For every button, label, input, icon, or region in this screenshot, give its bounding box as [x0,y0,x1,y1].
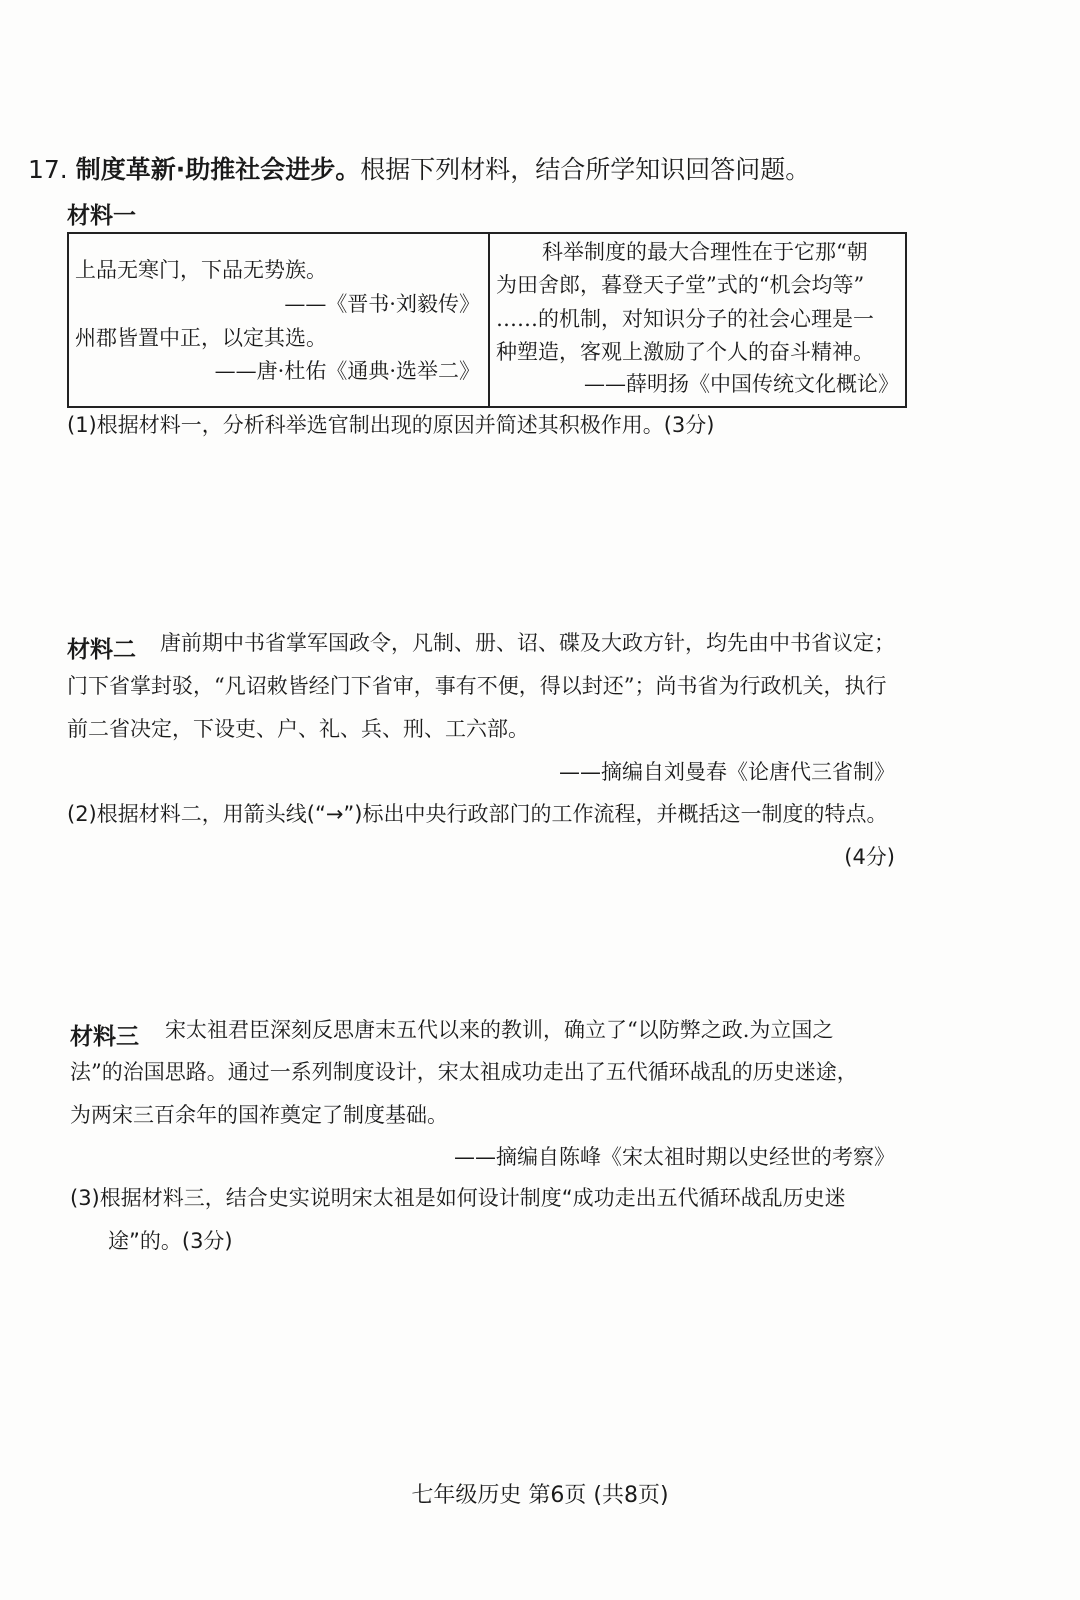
sub-question-2-score: (4分) [844,845,895,869]
sub-question-3-cont: 途”的。(3分) [108,1229,233,1253]
page-footer: 七年级历史 第6页 (共8页) [411,1483,669,1508]
material1-left-line: 上品无寒门，下品无势族。 [75,258,327,282]
material2-source: ——摘编自刘曼春《论唐代三省制》 [559,760,895,784]
question-instruction: 根据下列材料，结合所学知识回答问题。 [360,155,811,184]
material3-line: 法”的治国思路。通过一系列制度设计，宋太祖成功走出了五代循环战乱的历史迷途， [70,1060,858,1084]
sub-question-1: (1)根据材料一，分析科举选官制出现的原因并简述其积极作用。(3分) [67,413,715,437]
material3-line: 为两宋三百余年的国祚奠定了制度基础。 [70,1103,448,1127]
material1-right-line: 科举制度的最大合理性在于它那“朝 [542,240,868,264]
material3-label: 材料三 [70,1024,139,1050]
material2-line: 唐前期中书省掌军国政令，凡制、册、诏、碟及大政方针，均先由中书省议定； [160,631,895,655]
sub-question-3: (3)根据材料三，结合史实说明宋太祖是如何设计制度“成功走出五代循环战乱历史迷 [70,1186,846,1210]
material1-left-source: ——唐·杜佑《通典·选举二》 [214,359,480,383]
material1-right-line: 种塑造，客观上激励了个人的奋斗精神。 [496,340,874,364]
material2-line: 前二省决定，下设吏、户、礼、兵、刑、工六部。 [67,717,529,741]
material2-line: 门下省掌封驳，“凡诏敕皆经门下省审，事有不便，得以封还”；尚书省为行政机关，执行 [67,674,887,698]
material1-left-cell [69,234,490,406]
material3-line: 宋太祖君臣深刻反思唐末五代以来的教训，确立了“以防弊之政.为立国之 [165,1018,834,1042]
material1-left-line: 州郡皆置中正，以定其选。 [75,326,327,350]
question-topic: 制度革新·助推社会进步。 [75,155,361,184]
material1-right-cell [490,234,905,406]
question-number: 17. [28,155,68,184]
material1-right-line: ……的机制，对知识分子的社会心理是一 [496,307,874,331]
material1-right-line: 为田舍郎，暮登天子堂”式的“机会均等” [496,273,865,297]
material1-right-source: ——薛明扬《中国传统文化概论》 [584,372,899,396]
material3-source: ——摘编自陈峰《宋太祖时期以史经世的考察》 [454,1145,895,1169]
material2-label: 材料二 [67,637,136,663]
question-title [28,150,810,186]
material1-table [67,232,907,408]
sub-question-2: (2)根据材料二，用箭头线(“→”)标出中央行政部门的工作流程，并概括这一制度的特点。 [67,802,888,826]
material1-label: 材料一 [67,203,136,229]
material1-left-source: ——《晋书·刘毅传》 [284,292,480,316]
